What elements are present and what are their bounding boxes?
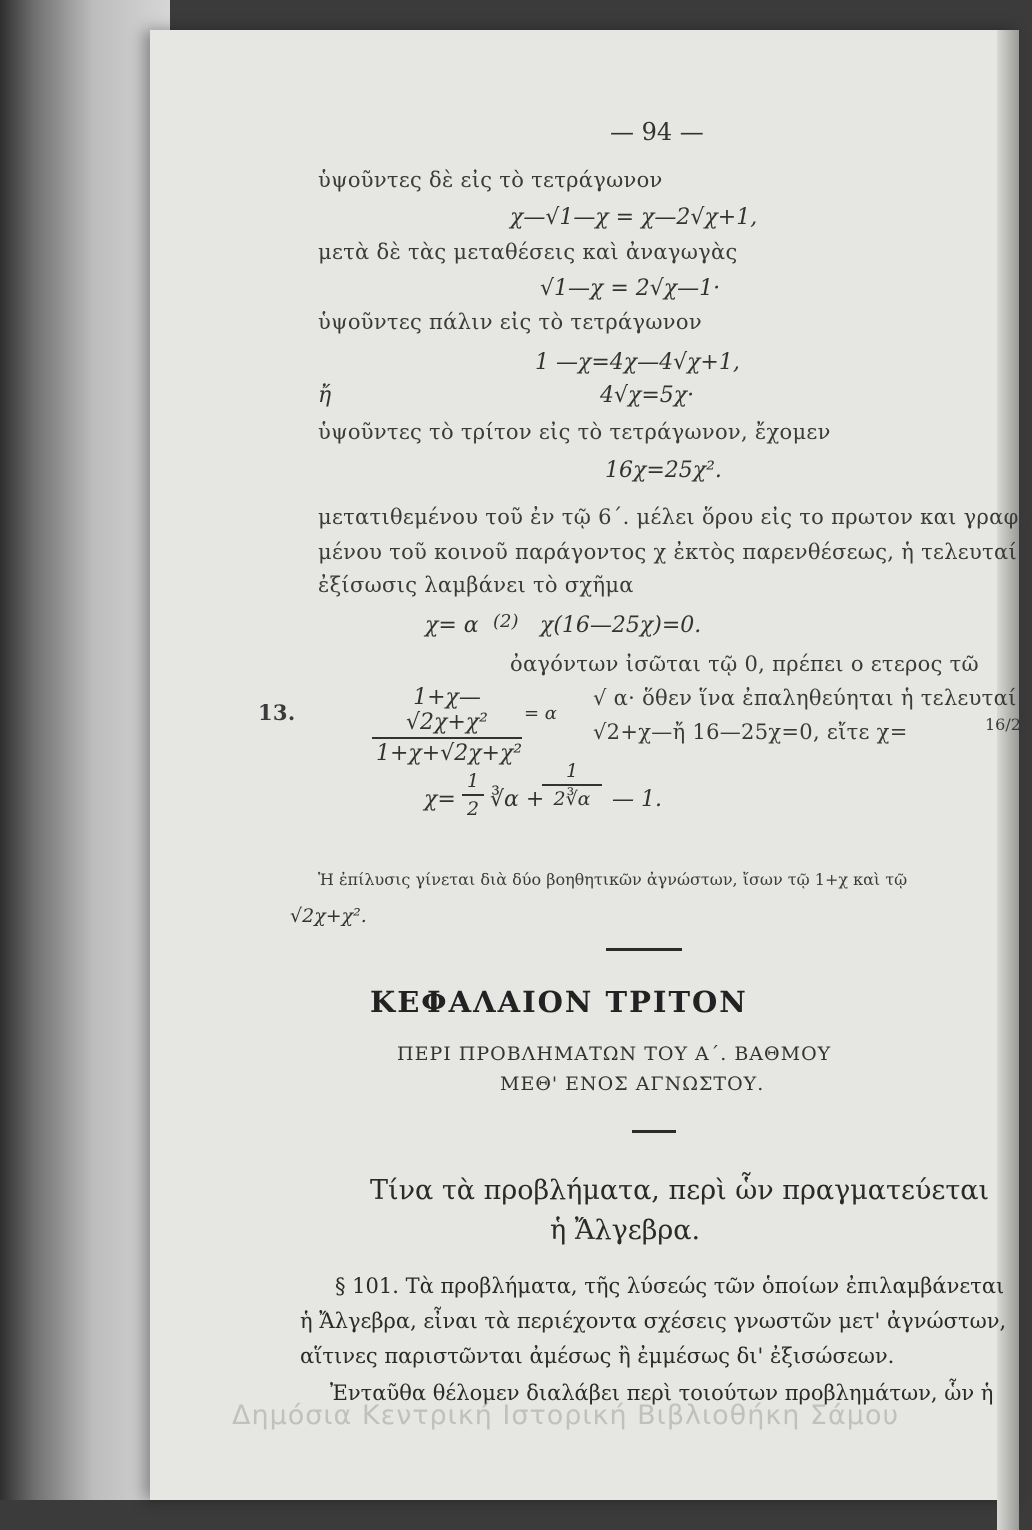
- equation: χ=: [424, 787, 456, 812]
- equation: ∛α +: [490, 787, 545, 812]
- section-heading: ἡ Ἄλγεβρα.: [549, 1215, 701, 1246]
- note-equation: √2χ+χ².: [290, 905, 367, 927]
- text-line: μένου τοῦ κοινοῦ παράγοντος χ ἐκτὸς παρενθέσεως, ἡ τελευταί: [318, 540, 1017, 564]
- fraction-bar: [372, 737, 522, 739]
- text-line: ὑψοῦντες δὲ εἰς τὸ τετράγωνον: [318, 168, 663, 192]
- paragraph-line: Ἐνταῦθα θέλομεν διαλάβει περὶ τοιούτων προβλημάτων, ὧν ἡ: [330, 1381, 994, 1405]
- equation-prefix: ἤ: [318, 383, 332, 408]
- text-line: √ α· ὅθεν ἵνα ἐπαληθεύηται ἡ τελευταί: [593, 686, 1017, 710]
- page-edge: [997, 30, 1019, 1530]
- fraction-denominator: 2: [466, 798, 480, 820]
- text-line: ὑψοῦντες τὸ τρίτον εἰς τὸ τετράγωνον, ἔχομεν: [318, 420, 831, 444]
- chapter-title: ΚΕΦΑΛΑΙΟΝ ΤΡΙΤΟΝ: [370, 985, 748, 1019]
- fraction: [462, 770, 484, 820]
- fraction: [372, 685, 522, 766]
- watermark: Δημόσια Κεντρική Ιστορική Βιβλιοθήκη Σάμου: [232, 1400, 900, 1431]
- fraction-bar: [462, 794, 484, 796]
- paragraph-line: ἡ Ἄλγεβρα, εἶναι τὰ περιέχοντα σχέσεις γνωστῶν μετ' ἀγνώστων,: [300, 1309, 1007, 1333]
- equation: 1 —χ=4χ—4√χ+1,: [535, 350, 740, 375]
- fraction-numerator: 1: [466, 770, 480, 792]
- fraction-numerator: 1+χ—√2χ+χ²: [406, 685, 488, 735]
- fraction-denominator: 2∛α: [553, 788, 591, 810]
- chapter-subtitle: ΠΕΡΙ ΠΡΟΒΛΗΜΑΤΩΝ ΤΟΥ Α΄. ΒΑΘΜΟΥ: [397, 1043, 832, 1065]
- equation-label: (2): [493, 611, 519, 632]
- text-line: ἐξίσωσις λαμβάνει τὸ σχῆμα: [318, 573, 634, 597]
- equation: 16χ=25χ².: [605, 458, 722, 483]
- equation: 4√χ=5χ·: [600, 383, 695, 408]
- equation: χ—√1—χ = χ—2√χ+1,: [510, 205, 758, 230]
- text-line: μετὰ δὲ τὰς μεταθέσεις καὶ ἀναγωγὰς: [318, 240, 738, 264]
- page-number: — 94 —: [610, 118, 704, 146]
- paragraph-line: § 101. Τὰ προβλήματα, τῆς λύσεώς τῶν ὁποίων ἐπιλαμβάνεται: [335, 1274, 1005, 1298]
- fraction: [542, 760, 602, 810]
- text-line: μετατιθεμένου τοῦ ἐν τῷ 6΄. μέλει ὅρου εἰς το πρωτον και γραφο: [318, 505, 1032, 529]
- equals-sign: = α: [524, 703, 557, 724]
- divider: [632, 1130, 676, 1133]
- equation: χ(16—25χ)=0.: [540, 613, 702, 638]
- equation: — 1.: [612, 787, 662, 812]
- fraction-small: 16/25: [985, 715, 1032, 734]
- fraction-numerator: 1: [565, 760, 579, 782]
- divider: [606, 948, 682, 951]
- note-line: Ἡ ἐπίλυσις γίνεται διὰ δύο βοηθητικῶν ἀγνώστων, ἴσων τῷ 1+χ καὶ τῷ: [318, 870, 908, 889]
- chapter-subtitle: ΜΕΘ' ΕΝΟΣ ΑΓΝΩΣΤΟΥ.: [500, 1073, 765, 1095]
- equation: √1—χ = 2√χ—1·: [540, 276, 721, 301]
- text-line: ὀαγόντων ἰσῶται τῷ 0, πρέπει ο ετερος τῶ: [510, 652, 979, 676]
- text-line: √2+χ—ἤ 16—25χ=0, εἴτε χ=: [593, 720, 908, 744]
- fraction-denominator: 1+χ+√2χ+χ²: [376, 741, 523, 766]
- section-heading: Τίνα τὰ προβλήματα, περὶ ὧν πραγματεύεται: [370, 1175, 990, 1206]
- book-spine: [0, 0, 170, 1500]
- paragraph-line: αἵτινες παριστῶνται ἀμέσως ἢ ἐμμέσως δι' ἐξισώσεων.: [300, 1344, 895, 1368]
- exercise-number: 13.: [258, 700, 296, 725]
- fraction-bar: [542, 784, 602, 786]
- text-line: ὑψοῦντες πάλιν εἰς τὸ τετράγωνον: [318, 310, 702, 334]
- equation: χ= α: [425, 613, 479, 638]
